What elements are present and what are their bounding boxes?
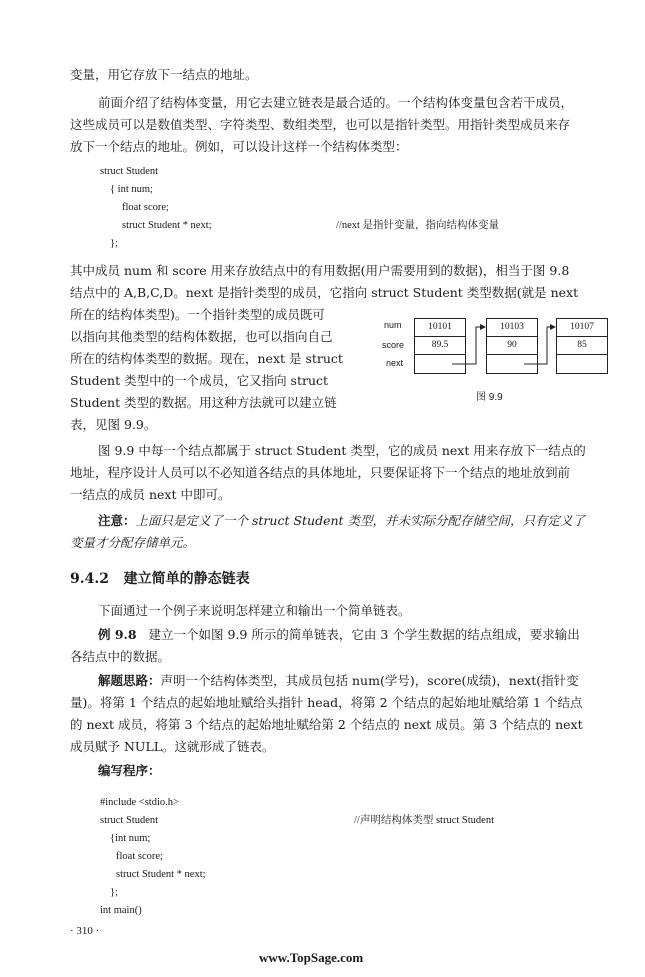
- code-line: float score;: [122, 202, 169, 213]
- text-line: 表，见图 9.9。: [70, 417, 157, 432]
- example: [98, 624, 580, 646]
- text-line: 地址，程序设计人员可以不必知道各结点的具体地址，只要保证将下一个结点的地址放到前: [70, 465, 571, 480]
- text-line: 结点中的 A,B,C,D。next 是指针类型的成员，它指向 struct Student 类型数据(就是 next: [70, 285, 579, 300]
- text-line: 以指向其他类型的结构体数据，也可以指向自己: [70, 329, 333, 344]
- text-line: 这些成员可以是数值类型、字符类型、数组类型，也可以是指针类型。用指针类型成员来存: [70, 117, 571, 132]
- text-line: 所在的结构体类型)。一个指针类型的成员既可: [70, 307, 325, 322]
- code-line: struct Student * next;: [122, 220, 212, 231]
- figure-caption: 图 9.9: [476, 392, 503, 403]
- text-line: 一结点的成员 next 中即可。: [70, 487, 231, 502]
- node-num: 10103: [487, 319, 537, 337]
- node-num: 10101: [415, 319, 465, 337]
- text-line: 图 9.9 中每一个结点都属于 struct Student 类型，它的成员 next 用来存放下一结点的: [98, 443, 586, 458]
- label-next: next: [386, 358, 404, 368]
- code-line: { int num;: [110, 184, 153, 195]
- code-line: };: [110, 238, 118, 249]
- program-label: 编写程序：: [98, 763, 161, 778]
- linked-list-figure: [382, 314, 622, 414]
- solution-text: 声明一个结构体类型，其成员包括 num(学号)，score(成绩)，next(指针变: [160, 673, 579, 688]
- text-line: Student 类型的数据。用这种方法就可以建立链: [70, 395, 337, 410]
- pointer-arrows: [382, 314, 622, 384]
- solution: [98, 670, 579, 692]
- arrow-1: [452, 327, 485, 364]
- arrow-2: [524, 327, 555, 364]
- text-line: 前面介绍了结构体变量，用它去建立链表是最合适的。一个结构体变量包含若干成员，: [98, 95, 574, 110]
- code-comment: //next 是指针变量，指向结构体变量: [336, 220, 500, 231]
- text-line: 各结点中的数据。: [70, 649, 171, 664]
- text-line: 下面通过一个例子来说明怎样建立和输出一个简单链表。: [98, 603, 411, 618]
- text-line: 放下一个结点的地址。例如，可以设计这样一个结构体类型：: [70, 139, 408, 154]
- example-text: 建立一个如图 9.9 所示的简单链表，它由 3 个学生数据的结点组成，要求输出: [148, 627, 580, 642]
- section-title: 建立简单的静态链表: [123, 571, 250, 587]
- text-line: 的 next 成员，将第 3 个结点的起始地址赋给第 2 个结点的 next 成员。第 3 个结点的 next: [70, 717, 583, 732]
- example-label: 例 9.8: [98, 627, 137, 642]
- text-line: Student 类型中的一个成员，它又指向 struct: [70, 373, 329, 388]
- code-line: #include <stdio.h>: [100, 797, 179, 808]
- section-heading: [70, 568, 250, 588]
- node-score: 90: [487, 337, 537, 355]
- code-line: struct Student: [100, 815, 159, 826]
- solution-label: 解题思路：: [98, 673, 161, 688]
- code-line: struct Student: [100, 166, 159, 177]
- node-score: 89.5: [415, 337, 465, 355]
- section-number: 9.4.2: [70, 571, 109, 587]
- code-line: };: [110, 887, 118, 898]
- text-line: 量)。将第 1 个结点的起始地址赋给头指针 head，将第 2 个结点的起始地址赋给第 1 个结点: [70, 695, 583, 710]
- footer-url: www.TopSage.com: [259, 950, 364, 965]
- text-line: 所在的结构体类型的数据。现在，next 是 struct: [70, 351, 343, 366]
- label-score: score: [382, 340, 405, 350]
- text-line: 其中成员 num 和 score 用来存放结点中的有用数据(用户需要用到的数据)，相当于图 9.8: [70, 263, 570, 278]
- text-line: 成员赋予 NULL。这就形成了链表。: [70, 739, 275, 754]
- code-line: int main(): [100, 905, 142, 916]
- page-number: · 310 ·: [70, 925, 100, 937]
- note: [98, 510, 585, 532]
- node-score: 85: [557, 337, 607, 355]
- code-line: float score;: [116, 851, 163, 862]
- code-line: {int num;: [110, 833, 151, 844]
- node-num: 10107: [557, 319, 607, 337]
- note-text: 上面只是定义了一个 struct Student 类型，并未实际分配存储空间，只有定义了: [135, 513, 586, 528]
- code-comment: //声明结构体类型 struct Student: [354, 815, 494, 826]
- note-label: 注意：: [98, 513, 136, 528]
- note-text: 变量才分配存储单元。: [70, 535, 196, 550]
- text-line: 变量，用它存放下一结点的地址。: [70, 67, 258, 82]
- code-line: struct Student * next;: [116, 869, 206, 880]
- label-num: num: [384, 320, 402, 330]
